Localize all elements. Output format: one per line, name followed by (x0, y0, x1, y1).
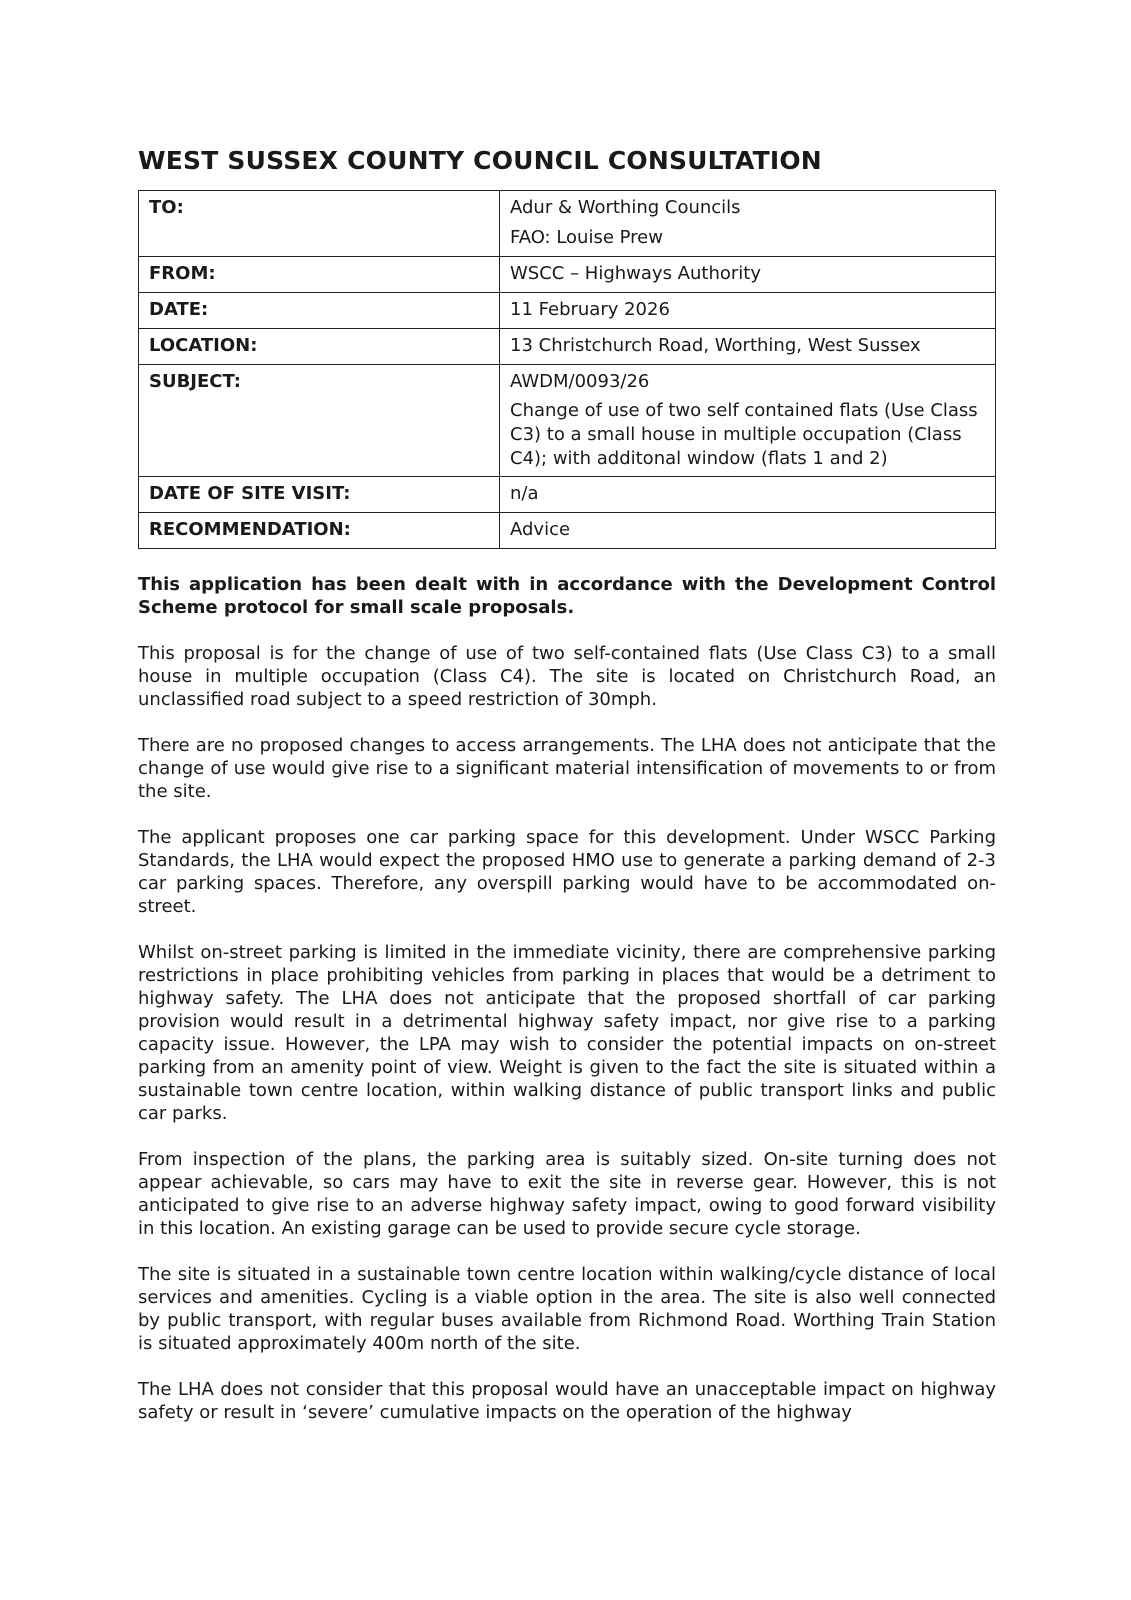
recommendation-value: Advice (500, 513, 996, 549)
location-label: LOCATION: (139, 329, 500, 365)
to-label: TO: (139, 191, 500, 257)
body-paragraph: From inspection of the plans, the parking area is suitably sized. On-site turning does not appear achievable, so cars may have to exit the site in reverse gear. However, this is not anticipated to give rise to an adverse highway safety impact, owing to good forward visibility in this location. An existing garage can be used to provide secure cycle storage. (138, 1149, 996, 1239)
to-fao: FAO: Louise Prew (510, 227, 663, 248)
body-paragraph: Whilst on-street parking is limited in the immediate vicinity, there are comprehensive parking restrictions in place prohibiting vehicles from parking in places that would be a detriment to highway safety. The LHA does not anticipate that the proposed shortfall of car parking provision would result in a detrimental highway safety impact, nor give rise to a parking capacity issue. However, the LPA may wish to consider the potential impacts on on-street parking from an amenity point of view. Weight is given to the fact the site is situated within a sustainable town centre location, within walking distance of public transport links and public car parks. (138, 942, 996, 1124)
recommendation-label: RECOMMENDATION: (139, 513, 500, 549)
body-paragraph: The LHA does not consider that this proposal would have an unacceptable impact on highway safety or result in ‘severe’ cumulative impacts on the operation of the highway (138, 1379, 996, 1423)
from-label: FROM: (139, 257, 500, 293)
site-visit-value: n/a (500, 477, 996, 513)
table-row-site-visit (139, 477, 996, 513)
table-row-subject (139, 365, 996, 477)
subject-value (500, 365, 996, 477)
protocol-statement: This application has been dealt with in accordance with the Development Control Scheme protocol for small scale proposals. (138, 574, 996, 618)
subject-description: Change of use of two self contained flats (Use Class C3) to a small house in multiple occupation (Class C4); with additonal window (flats 1 and 2) (510, 400, 978, 469)
body-paragraph: The site is situated in a sustainable town centre location within walking/cycle distance of local services and amenities. Cycling is a viable option in the area. The site is also well connected by public transport, with regular buses available from Richmond Road. Worthing Train Station is situated approximately 400m north of the site. (138, 1264, 996, 1354)
body-paragraph: There are no proposed changes to access arrangements. The LHA does not anticipate that the change of use would give rise to a significant material intensification of movements to or from the site. (138, 735, 996, 802)
document-title: WEST SUSSEX COUNTY COUNCIL CONSULTATION (138, 146, 822, 175)
body-paragraph: The applicant proposes one car parking space for this development. Under WSCC Parking Standards, the LHA would expect the proposed HMO use to generate a parking demand of 2-3 car parking spaces. Therefore, any overspill parking would have to be accommodated on-street. (138, 827, 996, 917)
body-paragraph: This proposal is for the change of use of two self-contained flats (Use Class C3) to a small house in multiple occupation (Class C4). The site is located on Christchurch Road, an unclassified road subject to a speed restriction of 30mph. (138, 643, 996, 710)
consultation-details-table (138, 190, 996, 549)
site-visit-label: DATE OF SITE VISIT: (139, 477, 500, 513)
date-value: 11 February 2026 (500, 293, 996, 329)
from-value: WSCC – Highways Authority (500, 257, 996, 293)
table-row-to (139, 191, 996, 257)
table-row-from (139, 257, 996, 293)
document-page (138, 146, 996, 1424)
table-row-location (139, 329, 996, 365)
to-value (500, 191, 996, 257)
location-value: 13 Christchurch Road, Worthing, West Sussex (500, 329, 996, 365)
date-label: DATE: (139, 293, 500, 329)
table-row-date (139, 293, 996, 329)
to-recipient: Adur & Worthing Councils (510, 197, 741, 218)
subject-label: SUBJECT: (139, 365, 500, 477)
table-row-recommendation (139, 513, 996, 549)
subject-reference: AWDM/0093/26 (510, 371, 650, 392)
